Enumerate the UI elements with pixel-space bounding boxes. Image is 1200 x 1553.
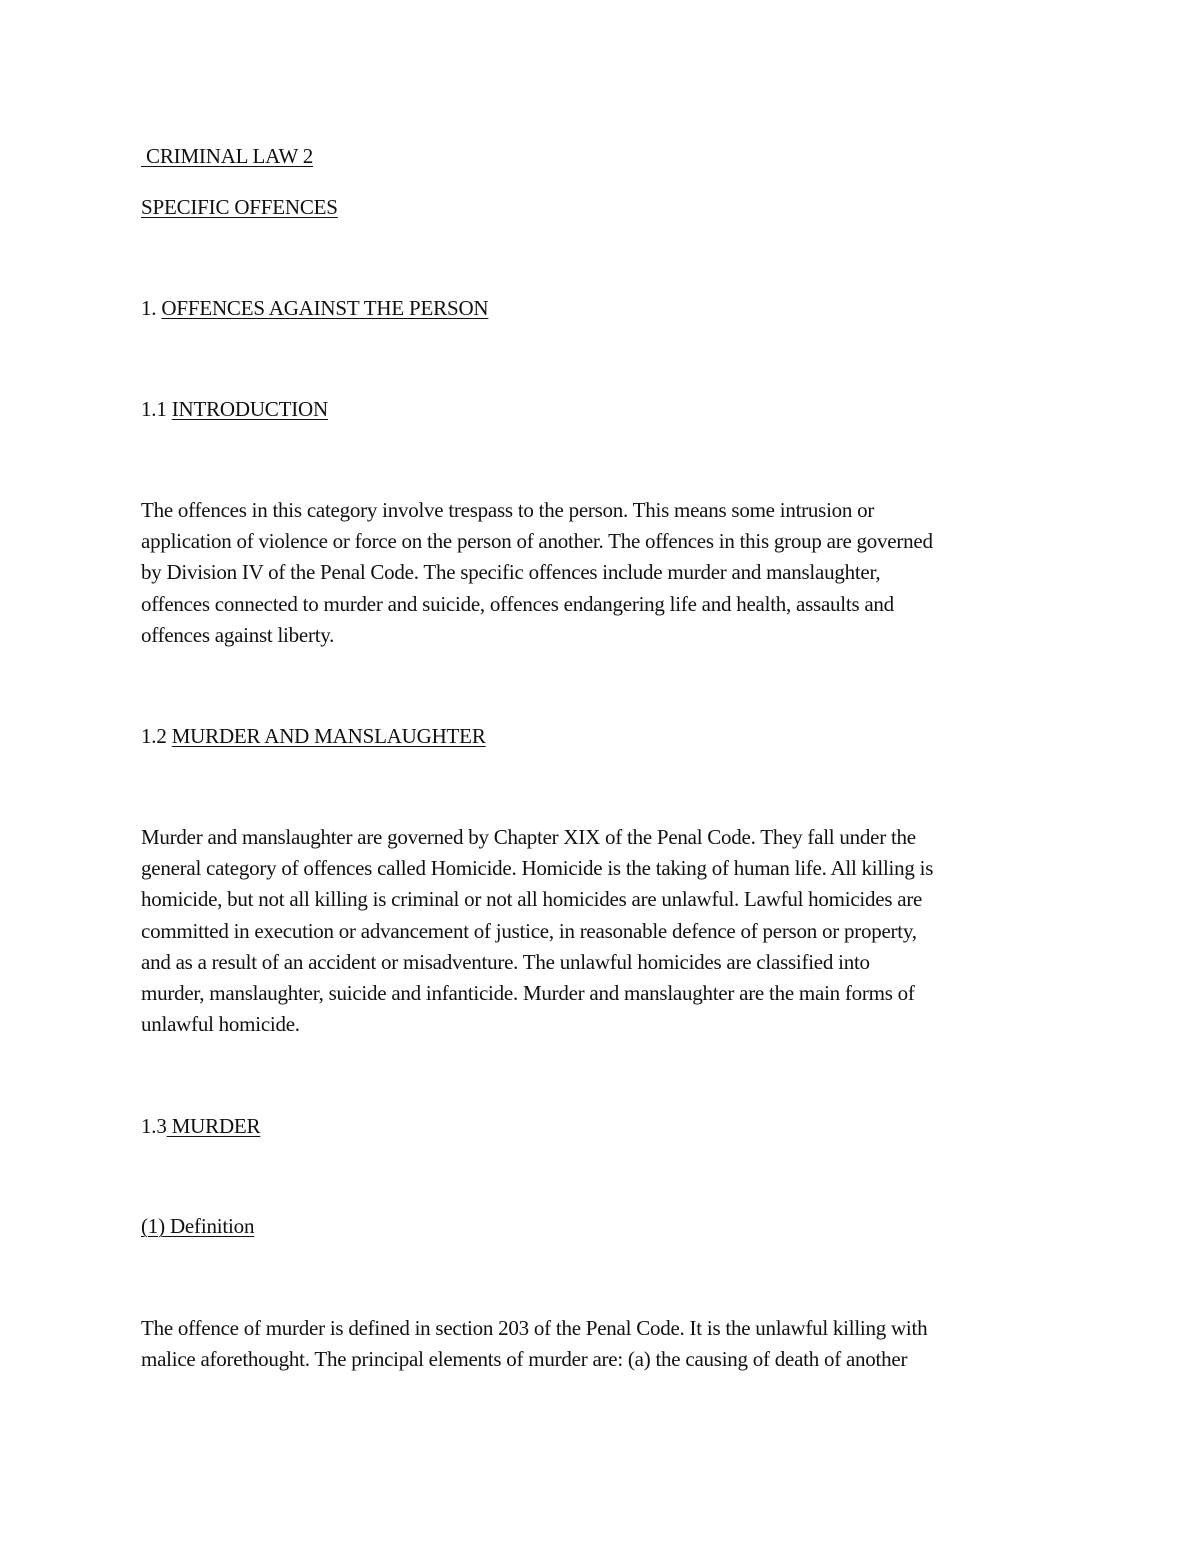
section-1-1-number: 1.1	[141, 397, 172, 421]
subsection-1-number: (1)	[141, 1214, 165, 1238]
paragraph-line: murder, manslaughter, suicide and infanticide. Murder and manslaughter are the main forms of	[141, 981, 915, 1006]
section-1-1-heading	[141, 394, 328, 425]
paragraph-line: The offences in this category involve trespass to the person. This means some intrusion or	[141, 498, 875, 522]
section-1-title: OFFENCES AGAINST THE PERSON	[161, 296, 489, 320]
paragraph-line: by Division IV of the Penal Code. The specific offences include murder and manslaughter,	[141, 560, 881, 585]
paragraph-line: committed in execution or advancement of justice, in reasonable defence of person or property,	[141, 918, 917, 943]
section-1-3-title: MURDER	[166, 1114, 261, 1138]
section-1-2-heading	[141, 721, 486, 752]
paragraph-line: general category of offences called Homicide. Homicide is the taking of human life. All killing is	[141, 856, 934, 881]
definition-paragraph	[141, 1313, 1071, 1375]
paragraph-line: application of violence or force on the person of another. The offences in this group are governed	[141, 529, 933, 554]
section-1-2-title: MURDER AND MANSLAUGHTER	[171, 724, 486, 748]
paragraph-line: offences connected to murder and suicide, offences endangering life and health, assaults and	[141, 591, 894, 616]
section-1-heading	[141, 293, 488, 324]
paragraph-line: malice aforethought. The principal elements of murder are: (a) the causing of death of another	[141, 1347, 908, 1372]
paragraph-line: unlawful homicide.	[141, 1012, 300, 1037]
subsection-1-heading	[141, 1211, 254, 1242]
document-title-text: CRIMINAL LAW 2	[141, 144, 314, 168]
document-subtitle: SPECIFIC OFFENCES	[141, 195, 338, 219]
paragraph-line: and as a result of an accident or misadventure. The unlawful homicides are classified into	[141, 949, 870, 974]
section-1-2-number: 1.2	[141, 724, 172, 748]
subsection-1-title: Definition	[164, 1214, 255, 1238]
paragraph-line: The offence of murder is defined in section 203 of the Penal Code. It is the unlawful killing with	[141, 1316, 928, 1340]
section-1-1-title: INTRODUCTION	[171, 397, 328, 421]
murder-manslaughter-paragraph	[141, 822, 1071, 1040]
introduction-paragraph	[141, 495, 1071, 651]
section-1-number: 1.	[141, 296, 162, 320]
document-title	[141, 141, 313, 172]
paragraph-line: homicide, but not all killing is criminal or not all homicides are unlawful. Lawful homicides are	[141, 887, 923, 912]
section-1-3-heading	[141, 1111, 260, 1142]
paragraph-line: offences against liberty.	[141, 622, 335, 647]
section-1-3-number: 1.3	[141, 1114, 167, 1138]
paragraph-line: Murder and manslaughter are governed by Chapter XIX of the Penal Code. They fall under the	[141, 825, 916, 849]
